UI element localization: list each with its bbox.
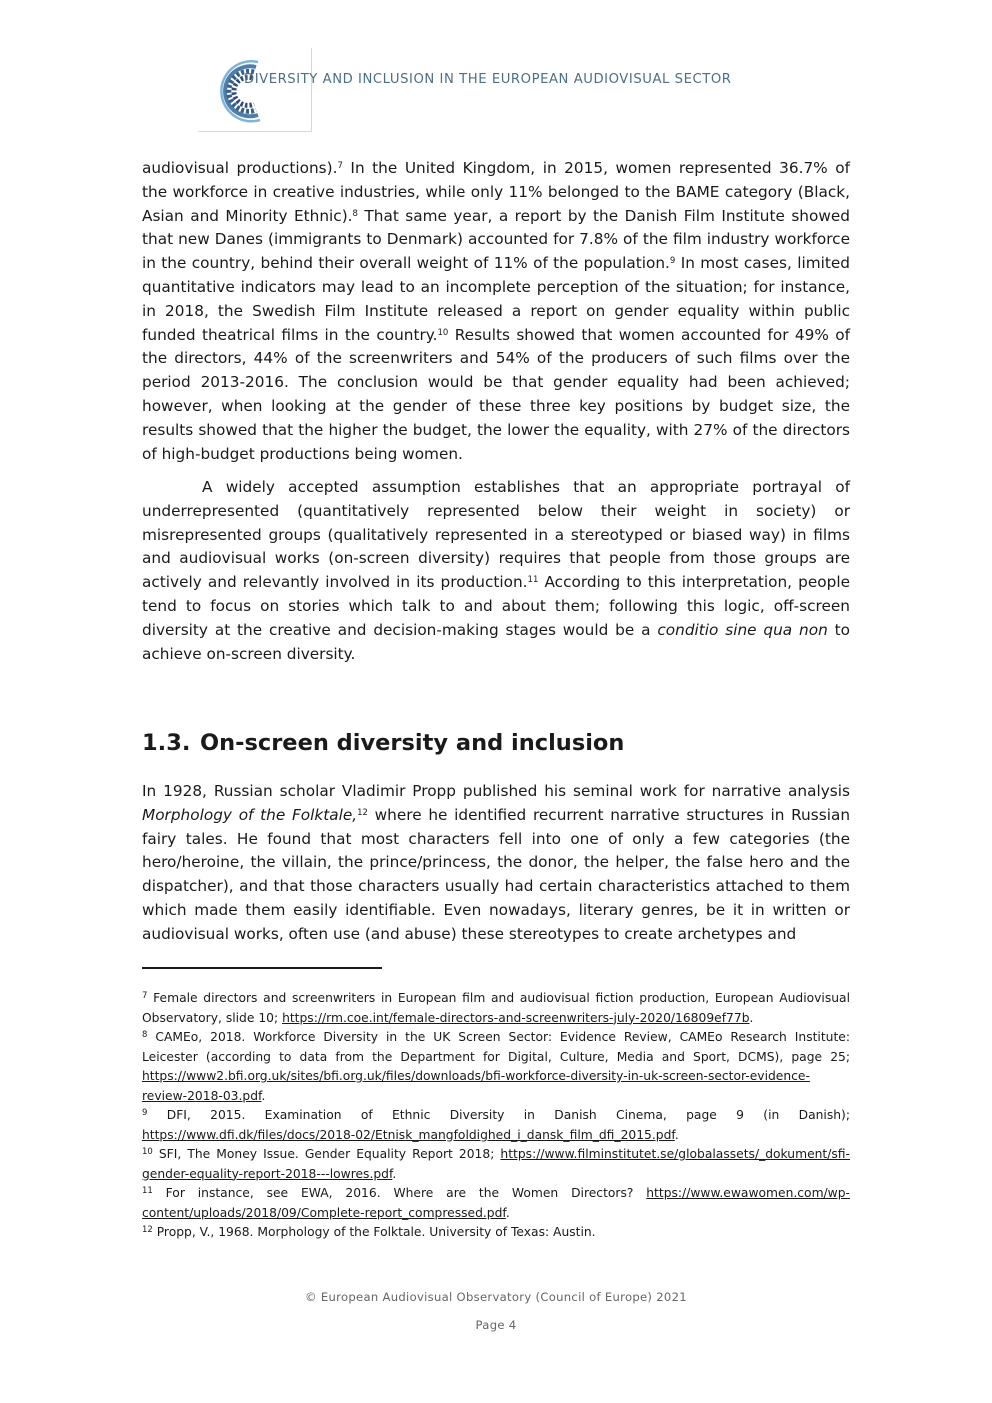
text-run: A widely accepted assumption establishes that an appropriate portrayal of underrepresented (quantitatively represented below their weight in society) or misrepresented groups (qualitatively represented in a stereotyped or biased way) in films and audiovisual works (on-screen diversity) requires that people from those groups are actively and relevantly involved in its production.: [142, 478, 850, 592]
italic-title: Morphology of the Folktale,: [142, 805, 358, 824]
footnote-link[interactable]: https://rm.coe.int/female-directors-and-screenwriters-july-2020/16809ef77b: [282, 1010, 750, 1025]
text-run: In most cases, limited quantitative indicators may lead to an incomplete perception of the situation; for instance, in 2018, the Swedish Film Institute released a report on gender equality within public funded theatrical films in the country.: [142, 254, 850, 344]
footnote-punct: .: [392, 1166, 397, 1181]
text-run: audiovisual productions).: [142, 159, 338, 177]
logo: [198, 48, 312, 132]
footnote-mark: 10: [142, 1147, 153, 1157]
footnote-link[interactable]: https://www2.bfi.org.uk/sites/bfi.org.uk/files/downloads/bfi-workforce-diversity-in-uk-screen-sector-evidence-review-2018-03.pdf: [142, 1069, 810, 1103]
footnote-punct: .: [505, 1205, 510, 1220]
footnote-ref-7[interactable]: 7: [337, 161, 343, 171]
header-title: DIVERSITY AND INCLUSION IN THE EUROPEAN AUDIOVISUAL SECTOR: [244, 72, 732, 87]
text-run: to achieve on-screen diversity.: [142, 620, 850, 663]
body-paragraph-2: [142, 476, 850, 666]
footnote-ref-8[interactable]: 8: [352, 208, 358, 219]
footnote-10: [142, 1145, 850, 1184]
page-header: [198, 48, 798, 132]
copyright-notice: © European Audiovisual Observatory (Council of Europe) 2021: [305, 1290, 687, 1304]
footnote-mark: 8: [142, 1030, 148, 1040]
footnote-mark: 9: [142, 1108, 148, 1118]
footnote-punct: .: [749, 1010, 754, 1025]
footnote-ref-12[interactable]: 12: [357, 807, 368, 818]
footnote-ref-9[interactable]: 9: [669, 256, 676, 267]
footnote-punct: .: [674, 1127, 679, 1142]
footnote-divider: [142, 967, 382, 969]
footnote-mark: 7: [142, 991, 148, 1001]
footnote-11: [142, 1184, 850, 1223]
footnote-8: [142, 1028, 850, 1106]
footnote-ref-10[interactable]: 10: [437, 327, 449, 338]
observatory-logo-icon: [212, 56, 272, 126]
text-run: According to this interpretation, people tend to focus on stories which talk to and about them; following this logic, off-screen diversity at the creative and decision-making stages would be a: [142, 573, 850, 639]
section-number: 1.3.: [142, 730, 191, 756]
footnote-text: CAMEo, 2018. Workforce Diversity in the UK Screen Sector: Evidence Review, CAMEo Research Institute: Leicester (according to data from the Department for Digital, Culture, Media and Sport, DCMS), page 25;: [142, 1030, 850, 1064]
text-run: In the United Kingdom, in 2015, women represented 36.7% of the workforce in creative industries, while only 11% belonged to the BAME category (Black, Asian and Minority Ethnic).: [142, 159, 850, 225]
page-number: Page 4: [475, 1318, 517, 1332]
footnote-mark: 12: [142, 1225, 153, 1235]
footnote-text: SFI, The Money Issue. Gender Equality Report 2018;: [152, 1147, 495, 1161]
footnote-ref-11[interactable]: 11: [527, 575, 539, 586]
text-run: where he identified recurrent narrative structures in Russian fairy tales. He found that most characters fell into one of only a few categories (the hero/heroine, the villain, the prince/princess, the donor, the helper, the false hero and the dispatcher), and that those characters usually had certain characteristics attached to them which made them easily identifiable. Even nowadays, literary genres, be it in written or audiovisual works, often use (and abuse) these stereotypes to create archetypes and: [142, 805, 851, 943]
footnote-mark: 11: [142, 1186, 153, 1196]
footnote-link[interactable]: https://www.ewawomen.com/wp-content/uploads/2018/09/Complete-report_compressed.pdf: [142, 1186, 850, 1220]
footnote-text: Female directors and screenwriters in European film and audiovisual fiction production, European Audiovisual Observatory, slide 10;: [142, 991, 850, 1025]
footnotes: [142, 989, 850, 1243]
text-run: That same year, a report by the Danish Film Institute showed that new Danes (immigrants to Denmark) accounted for 7.8% of the film industry workforce in the country, behind their overall weight of 11% of the population.: [142, 206, 850, 273]
text-run: In 1928, Russian scholar Vladimir Propp published his seminal work for narrative analysis: [142, 782, 850, 800]
footnote-7: [142, 989, 850, 1028]
section-heading: [142, 727, 624, 759]
footnote-text: For instance, see EWA, 2016. Where are the Women Directors?: [152, 1186, 647, 1200]
footnote-link[interactable]: https://www.filminstitutet.se/globalassets/_dokument/sfi-gender-equality-report-2018---lowres.pdf: [142, 1147, 850, 1181]
footnote-punct: .: [261, 1088, 266, 1103]
text-run: Results showed that women accounted for 49% of the directors, 44% of the screenwriters and 54% of the producers of such films over the period 2013-2016. The conclusion would be that gender equality had been achieved; however, when looking at the gender of these three key positions by budget size, the results showed that the higher the budget, the lower the equality, with 27% of the directors of high-budget productions being women.: [142, 325, 851, 463]
footnote-link[interactable]: https://www.dfi.dk/files/docs/2018-02/Etnisk_mangfoldighed_i_dansk_film_dfi_2015.pdf: [142, 1127, 675, 1142]
footnote-9: [142, 1106, 850, 1145]
section-title: On-screen diversity and inclusion: [200, 730, 625, 756]
footnote-text: Propp, V., 1968. Morphology of the Folktale. University of Texas: Austin.: [152, 1225, 596, 1239]
italic-term: conditio sine qua non: [657, 620, 828, 639]
body-paragraph-3: [142, 780, 850, 947]
body-paragraph-1: [142, 157, 850, 466]
footnote-text: DFI, 2015. Examination of Ethnic Diversity in Danish Cinema, page 9 (in Danish);: [147, 1108, 850, 1122]
footnote-12: [142, 1223, 850, 1243]
